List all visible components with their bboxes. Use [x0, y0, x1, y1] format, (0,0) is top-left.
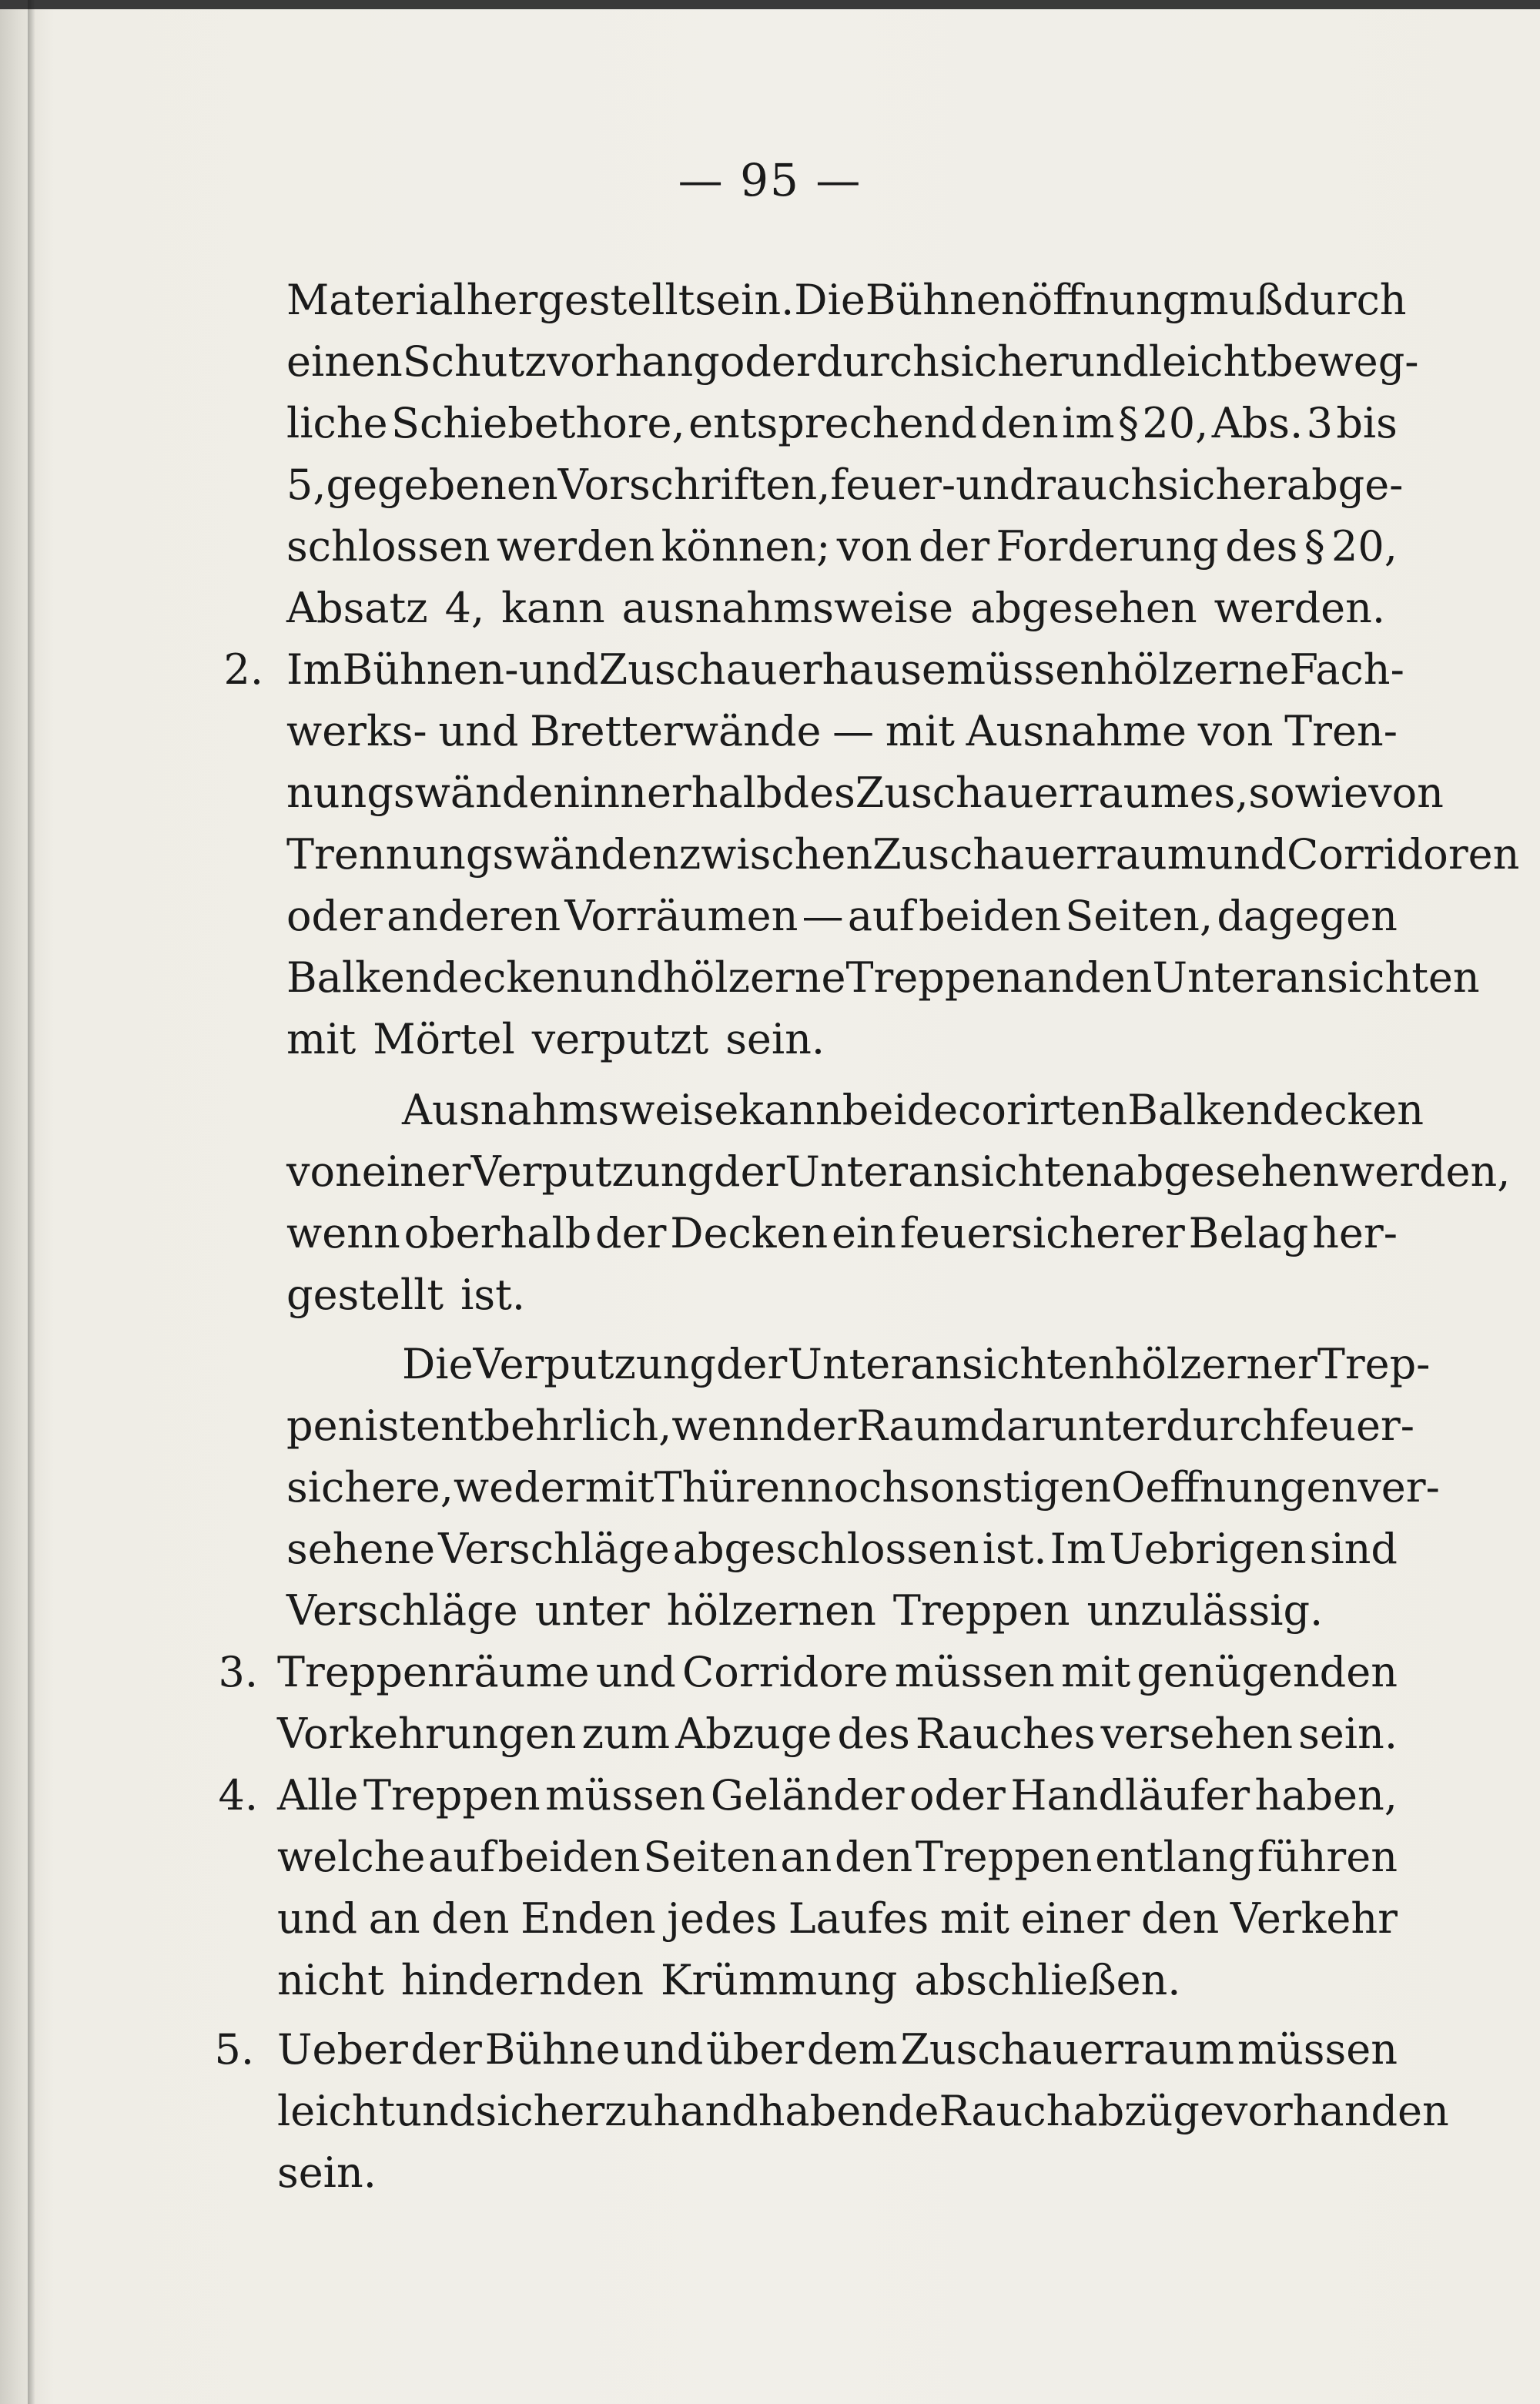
page-spine-shadow	[28, 0, 35, 2404]
text-line: nicht hindernden Krümmung abschließen.	[277, 1956, 1181, 2004]
text-line: Vorkehrungen zum Abzuge des Rauches versehen sein.	[277, 1709, 1398, 1758]
text-line: Material hergestellt sein. Die Bühnenöffnung muß durch	[286, 276, 1407, 324]
page-top-edge	[0, 0, 1540, 9]
text-line: einen Schutzvorhang oder durch sicher und leicht beweg-	[286, 337, 1419, 386]
text-line: nungswänden innerhalb des Zuschauerraumes, sowie von	[286, 768, 1444, 817]
text-line: Die Verputzung der Unteransichten hölzerner Trep-	[402, 1340, 1431, 1388]
text-line: gestellt ist.	[286, 1271, 525, 1319]
text-line: Im Bühnen- und Zuschauerhause müssen hölzerne Fach-	[286, 645, 1404, 694]
text-line: Ausnahmsweise kann bei decorirten Balkendecken	[402, 1086, 1424, 1134]
text-line: Treppenräume und Corridore müssen mit genügenden	[277, 1648, 1398, 1696]
text-line: pen ist entbehrlich, wenn der Raum darunter durch feuer-	[286, 1401, 1414, 1450]
item-number: 2.	[223, 645, 263, 694]
item-number: 4.	[218, 1771, 258, 1820]
text-line: sichere, weder mit Thüren noch sonstigen Oeffnungen ver-	[286, 1463, 1440, 1512]
text-line: und an den Enden jedes Laufes mit einer den Verkehr	[277, 1894, 1398, 1943]
text-line: sehene Verschläge abgeschlossen ist. Im Uebrigen sind	[286, 1525, 1398, 1573]
text-line: welche auf beiden Seiten an den Treppen entlang führen	[277, 1833, 1398, 1881]
text-line: Absatz 4, kann ausnahmsweise abgesehen werden.	[286, 584, 1386, 632]
text-line: Alle Treppen müssen Geländer oder Handläufer haben,	[277, 1771, 1398, 1820]
text-line: werks- und Bretterwände — mit Ausnahme von Tren-	[286, 707, 1398, 755]
item-number: 5.	[214, 2025, 254, 2074]
text-line: leicht und sicher zu handhabende Rauchabzüge vorhanden	[277, 2087, 1449, 2135]
text-line: mit Mörtel verputzt sein.	[286, 1015, 825, 1063]
item-number: 3.	[218, 1648, 258, 1696]
text-line: von einer Verputzung der Unteransichten abgesehen werden,	[286, 1147, 1511, 1196]
text-line: Verschläge unter hölzernen Treppen unzulässig.	[286, 1586, 1324, 1635]
text-line: 5, gegebenen Vorschriften, feuer- und rauchsicher abge-	[286, 460, 1404, 509]
text-line: oder anderen Vorräumen — auf beiden Seiten, dagegen	[286, 892, 1398, 940]
text-line: Trennungswänden zwischen Zuschauerraum und Corridoren	[286, 830, 1520, 879]
text-line: wenn oberhalb der Decken ein feuersicherer Belag her-	[286, 1209, 1398, 1257]
text-line: Balkendecken und hölzerne Treppen an den Unteransichten	[286, 953, 1480, 1002]
page-number-header: — 95 —	[678, 154, 862, 206]
text-line: sein.	[277, 2148, 377, 2197]
text-line: liche Schiebethore, entsprechend den im § 20, Abs. 3 bis	[286, 399, 1398, 447]
text-line: Ueber der Bühne und über dem Zuschauerraum müssen	[277, 2025, 1398, 2074]
text-line: schlossen werden können; von der Forderung des § 20,	[286, 522, 1398, 571]
